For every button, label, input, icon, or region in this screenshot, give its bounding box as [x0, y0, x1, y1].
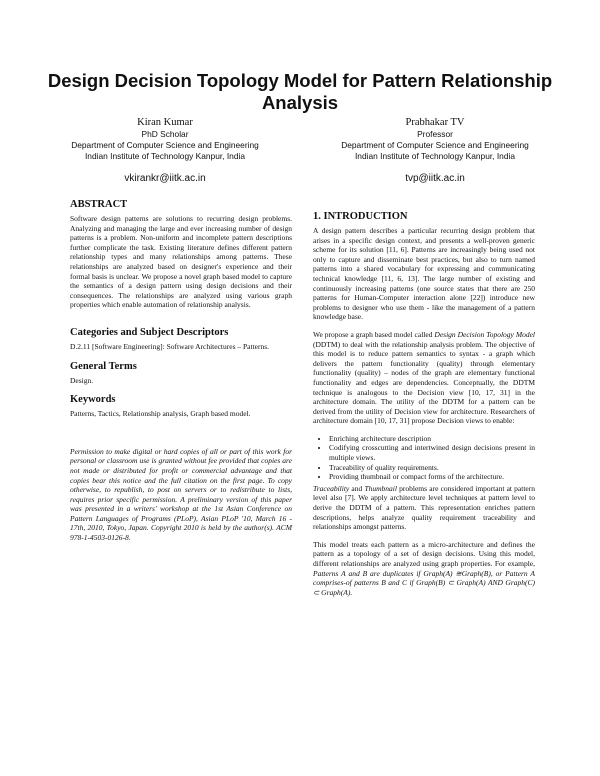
general-terms-heading: General Terms — [70, 360, 137, 372]
intro-paragraph-4: This model treats each pattern as a micro-architecture and defines the pattern as a topology of a set of design decisions. Using this model, different relationships are analyzed using graph properties. For example, Patterns A and B are duplicates if Graph(A) ≅Graph(B), or Pattern A comprises-of patterns B and C if Graph(B) ⊂ Graph(A) AND Graph(C) ⊂ Graph(A). — [313, 539, 535, 597]
author-institution: Indian Institute of Technology Kanpur, India — [84, 151, 245, 162]
abstract-text: Software design patterns are solutions to recurring design problems. Analyzing and managing the large and ever increasing number of design patterns is a problem. Non-uniform and incomplete pattern descriptions further complicate the task. Existing literature defines different pattern relationship types and many relationships among patterns. These relationships are analyzed based on designer's experience and their formal basis is unclear. We propose a novel graph based model to capture the semantics of a design pattern using design decisions and their consequences. The relationships are analyzed using various graph properties which enable automation of relationship analysis. — [70, 214, 292, 310]
author-institution: Indian Institute of Technology Kanpur, India — [354, 151, 515, 162]
list-item: • Traceability of quality requirements. — [329, 463, 535, 473]
author-name: Prabhakar TV — [405, 117, 465, 128]
list-item: • Codifying crosscutting and intertwined design decisions present in multiple views. — [329, 443, 535, 462]
author-block-2 — [300, 116, 570, 184]
abstract-heading: ABSTRACT — [70, 199, 128, 210]
permission-notice: Permission to make digital or hard copies of all or part of this work for personal or classroom use is granted without fee provided that copies are not made or distributed for profit or commercial advantage and that copies bear this notice and the full citation on the first page. To copy otherwise, to republish, to post on servers or to redistribute to lists, requires prior specific permission. A preliminary version of this paper was presented in a writers' workshop at the 1st Asian Conference on Pattern Languages of Programs (PLoP), Asian PLoP '10, March 16 - 17th, 2010, Tokyo, Japan. Copyright 2010 is held by the author(s). ACM 978-1-4503-0126-8. — [70, 446, 292, 543]
keywords-heading: Keywords — [70, 394, 116, 406]
decision-view-list — [313, 434, 535, 482]
intro-paragraph-2: We propose a graph based model called Design Decision Topology Model (DDTM) to deal with the relationship analysis problem. The objective of this model is to reduce pattern semantics to syntax - a graph which delivers the pattern functionality (quality) through elementary functionality (quality) – nodes of the graph are elementary functional functionality and edges are dependencies. Conceptually, the DDTM technique is analogous to the Decision view [10, 17, 31] in the architecture domain. The utility of the DDTM for a pattern can be derived from the utility of Decision view for architecture. Researchers of architecture domain [10, 17, 31] propose Decision views to enable: — [313, 329, 535, 426]
left-column — [70, 198, 292, 551]
right-column — [313, 210, 535, 605]
categories-text: D.2.11 [Software Engineering]: Software Architectures – Patterns. — [70, 341, 270, 351]
keywords-text: Patterns, Tactics, Relationship analysis, Graph based model. — [70, 409, 251, 419]
list-item: • Providing thumbnail or compact forms of the architecture. — [329, 472, 535, 482]
author-dept: Department of Computer Science and Engineering — [71, 140, 259, 151]
paper-title: Design Decision Topology Model for Pattern Relationship Analysis — [47, 70, 553, 113]
author-block-1 — [30, 116, 300, 184]
general-terms-text: Design. — [70, 375, 94, 385]
categories-heading: Categories and Subject Descriptors — [70, 326, 229, 338]
author-name: Kiran Kumar — [137, 117, 193, 128]
introduction-heading: 1. INTRODUCTION — [313, 211, 408, 222]
author-role: PhD Scholar — [141, 129, 189, 139]
list-item: • Enriching architecture description — [329, 434, 535, 444]
author-email: vkirankr@iitk.ac.in — [124, 172, 206, 184]
intro-paragraph-3: Traceability and Thumbnail problems are considered important at pattern level also [7]. We apply architecture level techniques at pattern level to derive the DDTM of a pattern. This representation enriches pattern descriptions, helps analyze quality requirement traceability and relationships amongst patterns. — [313, 483, 535, 532]
author-role: Professor — [417, 129, 453, 139]
author-email: tvp@iitk.ac.in — [405, 172, 465, 184]
author-dept: Department of Computer Science and Engineering — [341, 140, 529, 151]
intro-paragraph-1: A design pattern describes a particular recurring design problem that arises in a specific design context, and presents a well-proven generic scheme for its solution [11, 6]. Patterns are increasingly being used not only to capture and disseminate best practices, but also to turn named patterns into a shared vocabulary for expressing and communicating technical knowledge [11, 6, 13]. The large number of existing and continuously increasing patterns (one source states that there are 250 patterns for Human-Computer interaction alone [22]) introduce new problems to designer who use them - like the management of a pattern knowledge base. — [313, 226, 535, 322]
